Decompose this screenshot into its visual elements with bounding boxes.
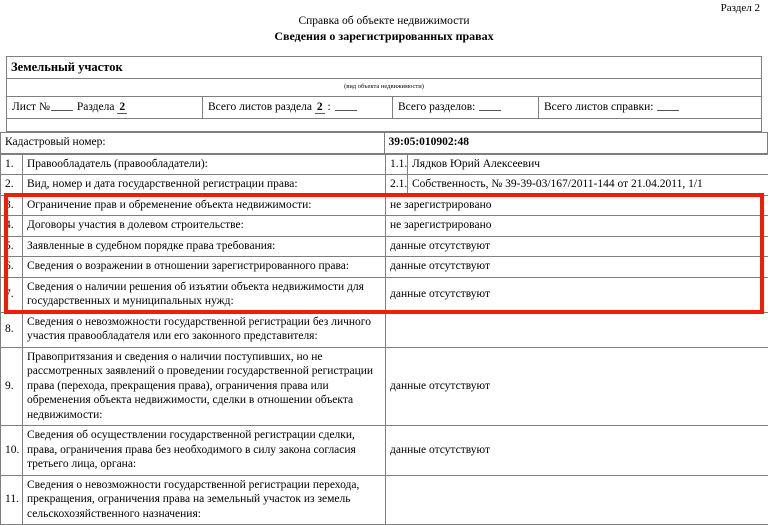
cadastral-number-label: Кадастровый номер: — [1, 133, 385, 154]
section-label: Раздел 2 — [721, 2, 760, 15]
row-value: данные отсутствуют — [386, 236, 768, 257]
row-number: 7. — [1, 277, 23, 312]
row-number: 2. — [1, 175, 23, 196]
row-value: не зарегистрировано — [386, 216, 768, 237]
total-section-sheets-section-value: 2 — [315, 101, 325, 114]
sheet-counters-row — [7, 97, 761, 119]
document-title-primary: Справка об объекте недвижимости — [0, 14, 768, 28]
row-label: Договоры участия в долевом строительстве: — [23, 216, 386, 237]
table-row — [1, 154, 768, 175]
registration-table — [0, 132, 768, 154]
total-sections-cell — [393, 97, 539, 118]
sheet-number-label: Лист № — [12, 101, 50, 113]
row-value: данные отсутствуют — [386, 347, 768, 426]
row-subnumber: 2.1. — [386, 175, 408, 196]
row-number: 8. — [1, 312, 23, 347]
total-certificate-sheets-label: Всего листов справки: — [544, 101, 653, 113]
row-label: Сведения о невозможности государственной регистрации перехода, прекращения, ограничения права на земельный участок из земель сельскохозяйственного назначения: — [23, 475, 386, 525]
row-value: Лядков Юрий Алексеевич — [408, 154, 768, 175]
row-number: 5. — [1, 236, 23, 257]
table-row — [1, 216, 768, 237]
row-value — [386, 475, 768, 525]
row-value: данные отсутствуют — [386, 426, 768, 476]
row-value: не зарегистрировано — [386, 195, 768, 216]
total-certificate-sheets-blank[interactable] — [657, 99, 679, 111]
cadastral-number-row — [1, 133, 768, 154]
row-label: Правообладатель (правообладатели): — [23, 154, 386, 175]
row-label: Заявленные в судебном порядке права требования: — [23, 236, 386, 257]
row-value: данные отсутствуют — [386, 277, 768, 312]
table-row — [1, 277, 768, 312]
total-section-sheets-colon: : — [328, 101, 331, 113]
row-label: Сведения о наличии решения об изъятии объекта недвижимости для государственных и муниципальных нужд: — [23, 277, 386, 312]
sheet-number-cell — [7, 97, 203, 118]
table-row — [1, 236, 768, 257]
total-section-sheets-label: Всего листов раздела — [208, 101, 312, 113]
table-row — [1, 195, 768, 216]
registration-rows-body — [1, 154, 768, 525]
row-label: Сведения о возражении в отношении зарегистрированного права: — [23, 257, 386, 278]
row-value — [386, 312, 768, 347]
row-label: Сведения об осуществлении государственной регистрации сделки, права, ограничения права без необходимого в силу закона согласия третьего лица, органа: — [23, 426, 386, 476]
object-type-caption: (вид объекта недвижимости) — [7, 79, 761, 97]
document-titles — [0, 0, 768, 44]
row-label: Сведения о невозможности государственной регистрации без личного участия правообладателя или его законного представителя: — [23, 312, 386, 347]
document-title-secondary: Сведения о зарегистрированных правах — [0, 29, 768, 44]
table-row — [1, 347, 768, 426]
table-row — [1, 475, 768, 525]
total-section-sheets-cell — [203, 97, 393, 118]
of-section-value: 2 — [117, 101, 127, 114]
blank-separator-row — [7, 119, 761, 132]
table-row — [1, 426, 768, 476]
total-sections-label: Всего разделов: — [398, 101, 475, 113]
cadastral-number-value: 39:05:010902:48 — [384, 133, 768, 154]
object-type-heading: Земельный участок — [7, 57, 761, 79]
table-row — [1, 312, 768, 347]
total-certificate-sheets-cell — [539, 97, 761, 118]
row-number: 3. — [1, 195, 23, 216]
row-number: 10. — [1, 426, 23, 476]
row-number: 4. — [1, 216, 23, 237]
table-row — [1, 175, 768, 196]
table-row — [1, 257, 768, 278]
row-number: 1. — [1, 154, 23, 175]
row-label: Ограничение прав и обременение объекта недвижимости: — [23, 195, 386, 216]
row-number: 11. — [1, 475, 23, 525]
registration-frame — [6, 56, 762, 132]
registration-rows-table — [0, 154, 768, 525]
row-value: данные отсутствуют — [386, 257, 768, 278]
total-section-sheets-blank[interactable] — [335, 99, 357, 111]
row-label: Правопритязания и сведения о наличии поступивших, но не рассмотренных заявлений о проведении государственной регистрации права (перехода, прекращения права), ограничения права или обременения объекта недвижимости, сделки в отношении объекта недвижимости: — [23, 347, 386, 426]
total-sections-blank[interactable] — [479, 99, 501, 111]
row-number: 6. — [1, 257, 23, 278]
row-subnumber: 1.1. — [386, 154, 408, 175]
registration-table-body — [1, 133, 768, 154]
of-section-label: Раздела — [77, 101, 115, 113]
row-number: 9. — [1, 347, 23, 426]
row-value: Собственность, № 39-39-03/167/2011-144 от 21.04.2011, 1/1 — [408, 175, 768, 196]
row-label: Вид, номер и дата государственной регистрации права: — [23, 175, 386, 196]
sheet-number-blank[interactable] — [51, 99, 73, 111]
